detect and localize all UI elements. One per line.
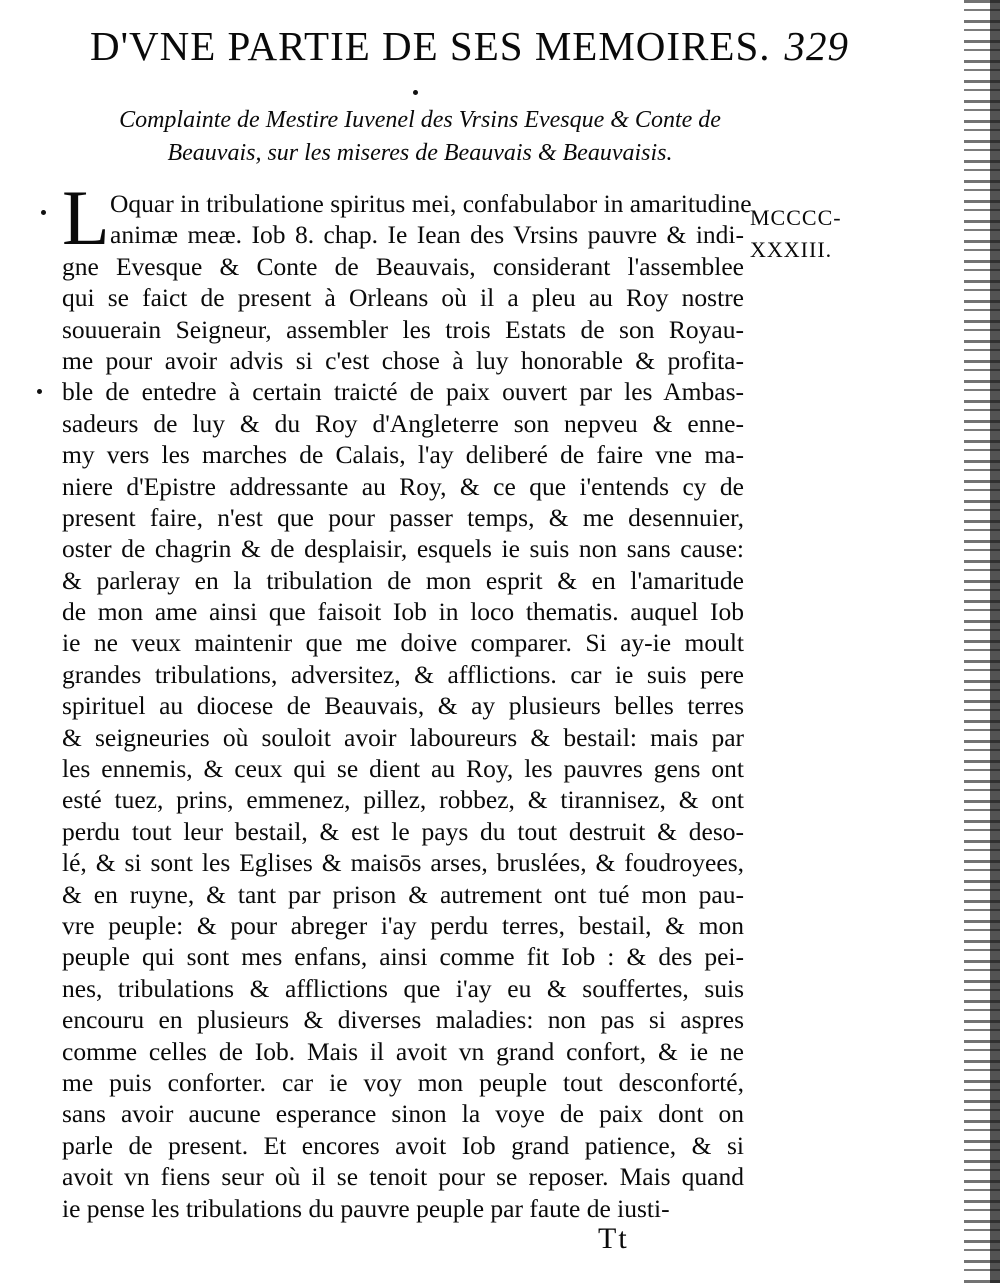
text-line: peuple qui sont mes enfans, ainsi comme fit Iob : & des pei- [62, 942, 744, 972]
text-line: de mon ame ainsi que faisoit Iob in loco thematis. auquel Iob [62, 597, 744, 627]
ink-speck [413, 90, 418, 95]
page-number: 329 [784, 23, 849, 69]
text-line: sans avoir aucune esperance sinon la voye de paix dont on [62, 1099, 744, 1129]
text-line: vre peuple: & pour abreger i'ay perdu terres, bestail, & mon [62, 910, 744, 940]
text-line: niere d'Epistre addressante au Roy, & ce que i'entends cy de [62, 471, 744, 501]
text-line: ble de entedre à certain traicté de paix ouvert par les Ambas- [62, 377, 744, 407]
catchword: Tt [598, 1222, 629, 1255]
ink-speck [37, 389, 42, 394]
text-line: perdu tout leur bestail, & est le pays du tout destruit & deso- [62, 816, 744, 846]
text-line: my vers les marches de Calais, l'ay deliberé de faire vne ma- [62, 440, 744, 470]
text-line: encouru en plusieurs & diverses maladies: non pas si aspres [62, 1005, 744, 1035]
margin-note-line: XXXIII. [750, 237, 833, 262]
ink-speck [41, 210, 46, 215]
text-line: oster de chagrin & de desplaisir, esquels ie suis non sans cause: [62, 534, 744, 564]
text-line: me puis conforter. car ie voy mon peuple tout desconforté, [62, 1067, 744, 1097]
margin-year-note [750, 202, 870, 266]
text-line: sadeurs de luy & du Roy d'Angleterre son nepveu & enne- [62, 408, 744, 438]
margin-note-line: MCCCC- [750, 205, 842, 230]
text-line: grandes tribulations, adversitez, & afflictions. car ie suis pere [62, 659, 744, 689]
text-line: comme celles de Iob. Mais il avoit vn grand confort, & ie ne [62, 1036, 744, 1066]
text-line: les ennemis, & ceux qui se dient au Roy, les pauvres gens ont [62, 754, 744, 784]
text-line: lé, & si sont les Eglises & maisōs arses, bruslées, & foudroyees, [62, 848, 744, 878]
text-line: spirituel au diocese de Beauvais, & ay plusieurs belles terres [62, 691, 744, 721]
drop-cap: L [62, 186, 110, 250]
text-line: ie ne veux maintenir que me doive comparer. Si ay-ie moult [62, 628, 744, 658]
title-line: Complainte de Mestire Iuvenel des Vrsins Evesque & Conte de [119, 107, 721, 133]
text-line: Oquar in tribulatione spiritus mei, confabulabor in amaritudine [110, 189, 752, 218]
text-line: parle de present. Et encores avoit Iob grand patience, & si [62, 1130, 744, 1160]
text-line: avoit vn fiens seur où il se tenoit pour se reposer. Mais quand [62, 1162, 744, 1192]
text-line: me pour avoir advis si c'est chose à luy honorable & profita- [62, 345, 744, 375]
scan-edge-border [990, 0, 1000, 1283]
text-line: ie pense les tribulations du pauvre peuple par faute de iusti- [62, 1193, 670, 1223]
running-head-text: D'VNE PARTIE DE SES MEMOIRES. [90, 23, 771, 69]
text-line: present faire, n'est que pour passer temps, & me desennuier, [62, 502, 744, 532]
text-line: & parleray en la tribulation de mon esprit & en l'amaritude [62, 565, 744, 595]
text-line: esté tuez, prins, emmenez, pillez, robbez, & tirannisez, & ont [62, 785, 744, 815]
text-line: gne Evesque & Conte de Beauvais, considerant l'assemblee [62, 251, 744, 281]
text-line: nes, tribulations & afflictions que i'ay eu & souffertes, suis [62, 973, 744, 1003]
text-line: animæ meæ. Iob 8. chap. Ie Iean des Vrsins pauvre & indi- [110, 220, 744, 250]
text-line: souuerain Seigneur, assembler les trois Estats de son Royau- [62, 314, 744, 344]
text-line: qui se faict de present à Orleans où il a pleu au Roy nostre [62, 283, 744, 313]
running-head [90, 23, 849, 69]
text-line: & en ruyne, & tant par prison & autrement ont tué mon pau- [62, 879, 744, 909]
text-line: & seigneuries où souloit avoir laboureurs & bestail: mais par [62, 722, 744, 752]
section-title [60, 104, 780, 170]
body-text [62, 188, 752, 1224]
title-line: Beauvais, sur les miseres de Beauvais & Beauvaisis. [167, 140, 673, 166]
